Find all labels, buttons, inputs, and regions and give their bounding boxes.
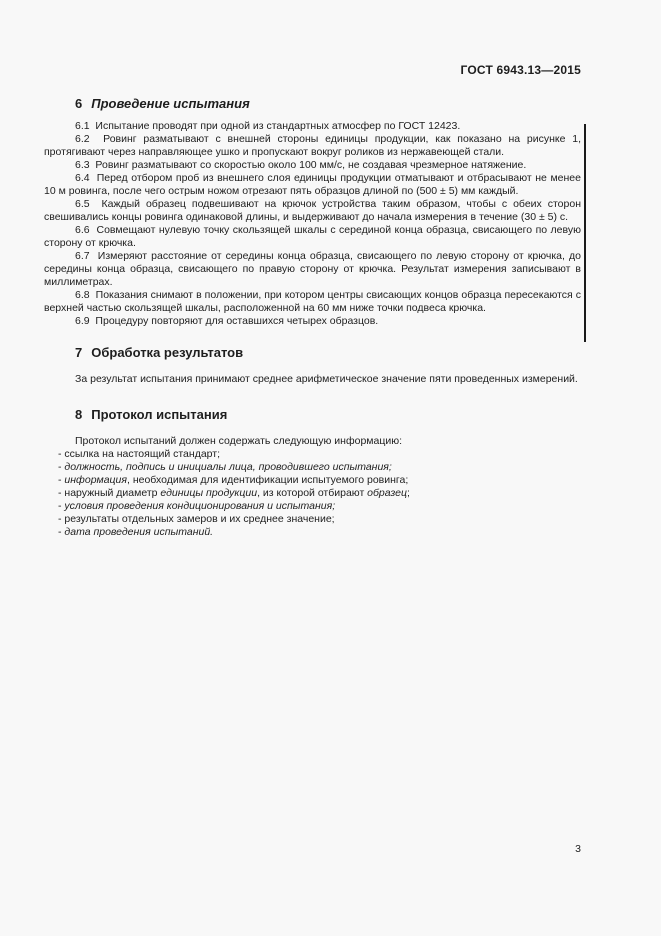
protocol-list-item: - результаты отдельных замеров и их среднее значение; <box>58 513 335 525</box>
protocol-list <box>44 448 581 539</box>
standard-designation: ГОСТ 6943.13—2015 <box>460 63 581 77</box>
section-8 <box>44 406 581 539</box>
paragraph-6-1: 6.1 Испытание проводят при одной из стандартных атмосфер по ГОСТ 12423. <box>75 120 461 132</box>
paragraph-6-5: 6.5 Каждый образец подвешивают на крючок устройства таким образом, чтобы с обеих сторон свешивались концы ровинга одинаковой длины, и выдерживают до начала измерения в течение (30 ± 5) с. <box>44 198 581 223</box>
section-title: Протокол испытания <box>91 407 228 422</box>
paragraph-6-3: 6.3 Ровинг разматывают со скоростью около 100 мм/с, не создавая чрезмерное натяжение. <box>75 159 527 171</box>
section-7 <box>44 344 581 386</box>
page-number: 3 <box>575 843 581 855</box>
protocol-list-item: - информация, необходимая для идентификации испытуемого ровинга; <box>58 474 409 486</box>
protocol-list-item: - дата проведения испытаний. <box>58 526 214 538</box>
section-number: 7 <box>75 345 83 360</box>
protocol-list-item: - ссылка на настоящий стандарт; <box>58 448 220 460</box>
section-6 <box>44 95 581 328</box>
section-title: Обработка результатов <box>91 345 244 360</box>
paragraph-6-6: 6.6 Совмещают нулевую точку скользящей шкалы с серединой конца образца, свисающего по левую сторону от крючка. <box>44 224 581 249</box>
protocol-intro: Протокол испытаний должен содержать следующую информацию: <box>75 435 403 447</box>
paragraph-6-7: 6.7 Измеряют расстояние от середины конца образца, свисающего по левую сторону от крючка, до середины конца образца, свисающего по правую сторону от крючка. Результат измерения записывают в миллиметрах. <box>44 250 581 288</box>
section-6-heading <box>44 95 581 112</box>
revision-marker-bar <box>584 124 586 342</box>
protocol-list-item: - условия проведения кондиционирования и испытания; <box>58 500 336 512</box>
protocol-list-item: - наружный диаметр единицы продукции, из которой отбирают образец; <box>58 487 410 499</box>
page-content <box>44 64 581 539</box>
section-title: Проведение испытания <box>91 96 250 111</box>
section-number: 8 <box>75 407 83 422</box>
paragraph-6-2: 6.2 Ровинг разматывают с внешней стороны единицы продукции, как показано на рисунке 1, протягивают через направляющее ушко и пропускают вокруг роликов из нержавеющей стали. <box>44 133 581 158</box>
protocol-list-item: - должность, подпись и инициалы лица, проводившего испытания; <box>58 461 392 473</box>
paragraph-7-result: За результат испытания принимают среднее арифметическое значение пяти проведенных измерений. <box>75 373 578 385</box>
section-7-heading <box>44 344 581 361</box>
section-8-heading <box>44 406 581 423</box>
paragraph-6-8: 6.8 Показания снимают в положении, при котором центры свисающих концов образца пересекаются с верхней частью скользящей шкалы, расположенной на 60 мм ниже точки подвеса крючка. <box>44 289 581 314</box>
paragraph-6-9: 6.9 Процедуру повторяют для оставшихся четырех образцов. <box>75 315 379 327</box>
section-number: 6 <box>75 96 83 111</box>
paragraph-6-4: 6.4 Перед отбором проб из внешнего слоя единицы продукции отматывают и отбрасывают не менее 10 м ровинга, после чего острым ножом отрезают пять образцов длиной по (500 ± 5) мм каждый. <box>44 172 581 197</box>
